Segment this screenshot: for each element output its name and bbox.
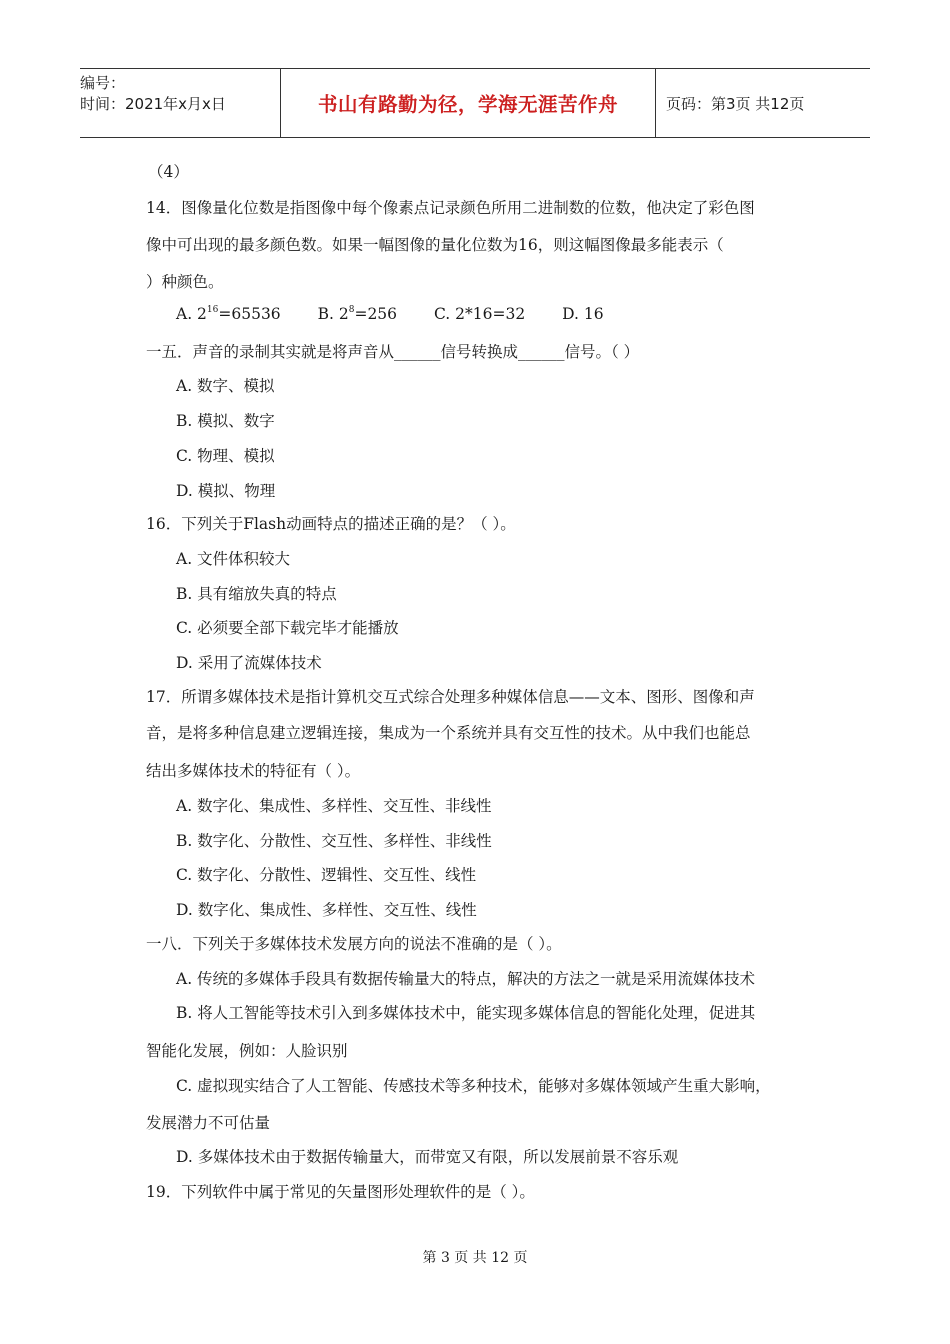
- header-page-info: 页码：第3页 共12页: [666, 94, 805, 113]
- page-footer: 第 3 页 共 12 页: [422, 1250, 528, 1266]
- text-line: D. 采用了流媒体技术: [176, 654, 322, 672]
- q14-option-c: C. 2*16=32: [433, 305, 526, 323]
- header-motto: 书山有路勤为径，学海无涯苦作舟: [317, 93, 618, 116]
- page-header: [80, 68, 870, 138]
- header-meta: [80, 69, 280, 141]
- q14-option-b: B. $2^8=256$: [317, 305, 398, 323]
- text-line: A. 文件体积较大: [176, 550, 291, 568]
- text-line: 16．下列关于Flash动画特点的描述正确的是？（ ）。: [146, 515, 516, 533]
- text-line: B. 模拟、数字: [176, 412, 275, 430]
- text-line: C. 数字化、分散性、逻辑性、交互性、线性: [176, 866, 477, 884]
- text-line: B. 数字化、分散性、交互性、多样性、非线性: [176, 832, 492, 850]
- header-time-label: 时间：2021年x月x日: [80, 95, 226, 113]
- text-line: A. 数字、模拟: [176, 377, 275, 395]
- text-line: 14．图像量化位数是指图像中每个像素点记录颜色所用二进制数的位数，他决定了彩色图: [146, 199, 755, 217]
- text-line: D. 数字化、集成性、多样性、交互性、线性: [176, 901, 477, 919]
- text-line: A. 传统的多媒体手段具有数据传输量大的特点，解决的方法之一就是采用流媒体技术: [176, 970, 756, 988]
- q14-options: [176, 305, 604, 323]
- text-line: 智能化发展，例如：人脸识别: [146, 1042, 348, 1060]
- text-line: C. 必须要全部下载完毕才能播放: [176, 619, 399, 637]
- q14-option-a: A. $2^{16}=65536$: [176, 305, 281, 323]
- text-line: 像中可出现的最多颜色数。如果一幅图像的量化位数为16，则这幅图像最多能表示（: [146, 236, 724, 254]
- text-line: 结出多媒体技术的特征有（ ）。: [146, 762, 361, 780]
- text-line: 音，是将多种信息建立逻辑连接，集成为一个系统并具有交互性的技术。从中我们也能总: [146, 724, 751, 742]
- text-line: ）种颜色。: [146, 273, 224, 291]
- text-line: B. 具有缩放失真的特点: [176, 585, 337, 603]
- text-line: C. 物理、模拟: [176, 447, 275, 465]
- text-line: D. 多媒体技术由于数据传输量大，而带宽又有限，所以发展前景不容乐观: [176, 1148, 679, 1166]
- text-line: A. 数字化、集成性、多样性、交互性、非线性: [176, 797, 492, 815]
- header-number-label: 编号：: [80, 74, 126, 92]
- q14-option-d: D. 16: [562, 305, 604, 323]
- text-line: 19．下列软件中属于常见的矢量图形处理软件的是（ ）。: [146, 1183, 535, 1201]
- text-line: 发展潜力不可估量: [146, 1114, 271, 1132]
- header-page-info-cell: [656, 69, 880, 137]
- text-line: 17．所谓多媒体技术是指计算机交互式综合处理多种媒体信息——文本、图形、图像和声: [146, 688, 755, 706]
- text-line: （4）: [148, 163, 189, 181]
- text-line: C. 虚拟现实结合了人工智能、传感技术等多种技术，能够对多媒体领域产生重大影响，: [176, 1077, 771, 1095]
- text-line: 一五．声音的录制其实就是将声音从______信号转换成______信号。（ ）: [146, 343, 640, 361]
- text-line: 一八．下列关于多媒体技术发展方向的说法不准确的是（ ）。: [146, 935, 562, 953]
- header-motto-cell: [280, 69, 656, 137]
- text-line: D. 模拟、物理: [176, 482, 276, 500]
- text-line: B. 将人工智能等技术引入到多媒体技术中，能实现多媒体信息的智能化处理，促进其: [176, 1004, 756, 1022]
